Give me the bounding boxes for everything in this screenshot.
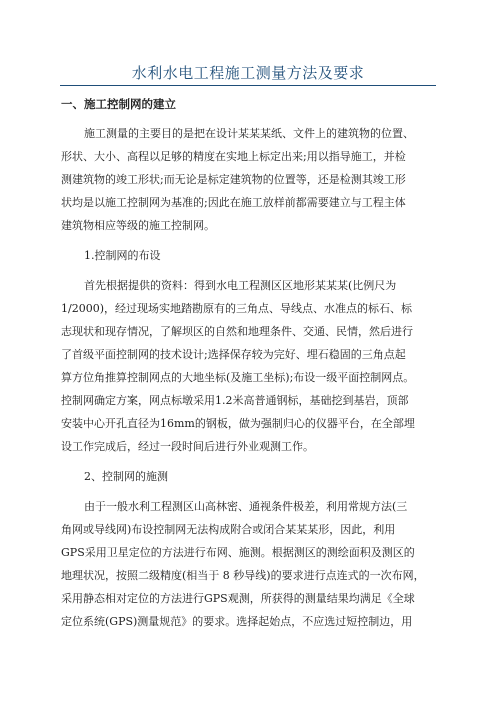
paragraph-line: 施工测量的主要目的是把在设计某某某纸、文件上的建筑物的位置、 (84, 127, 414, 140)
paragraph-line: 采用静态相对定位的方法进行GPS观测，所获得的测量结果均满足《全球 (61, 592, 415, 605)
document-title: 水利水电工程施工测量方法及要求 (131, 64, 365, 82)
paragraph-line: 了首级平面控制网的技术设计;选择保存较为完好、埋石稳固的三角点起 (61, 348, 406, 361)
paragraph-line: 首先根据提供的资料：得到水电工程测区区地形某某某(比例尺为 (84, 279, 397, 292)
paragraph-line: 1/2000)，经过现场实地踏勘原有的三角点、导线点、水准点的标石、标 (61, 302, 412, 315)
subsection-heading-2: 2、控制网的施测 (84, 470, 168, 483)
paragraph-line: 定位系统(GPS)测量规范》的要求。选择起始点，不应选过短控制边，用 (61, 615, 413, 628)
paragraph-line: 安装中心开孔直径为16mm的钢板，做为强制归心的仪器平台，在全部埋 (61, 417, 415, 430)
paragraph-line: 测建筑物的竣工形状;而无论是标定建筑物的位置等，还是检测其竣工形 (61, 173, 406, 186)
paragraph-line: 角网或导线网)布设控制网无法构成附合或闭合某某某形，因此，利用 (61, 523, 396, 536)
paragraph-line: 志现状和现存情况，了解坝区的自然和地理条件、交通、民情，然后进行 (61, 325, 413, 338)
paragraph-line: 控制网确定方案，网点标墩采用1.2米高普通钢标，基础挖到基岩，顶部 (61, 394, 409, 407)
paragraph-line: 算方位角推算控制网点的大地坐标(及施工坐标);布设一级平面控制网点。 (61, 371, 415, 384)
subsection-heading-1: 1.控制网的布设 (84, 249, 161, 262)
paragraph-line: 建筑物相应等级的施工控制网。 (61, 219, 215, 232)
paragraph-line: 由于一般水利工程测区山高林密、通视条件极差，利用常规方法(三 (84, 500, 408, 513)
title-underline (60, 85, 436, 86)
paragraph-line: 形状、大小、高程以足够的精度在实地上标定出来;用以指导施工，并检 (61, 150, 406, 163)
paragraph-line: 状均是以施工控制网为基准的;因此在施工放样前都需要建立与工程主体 (61, 196, 406, 209)
section-heading-1: 一、施工控制网的建立 (61, 97, 176, 111)
paragraph-line: 设工作完成后，经过一段时间后进行外业观测工作。 (61, 440, 314, 453)
paragraph-line: 地理状况，按照二级精度(相当于 8 秒导线)的要求进行点连式的一次布网， (61, 569, 425, 582)
paragraph-line: GPS采用卫星定位的方法进行布网、施测。根据测区的测绘面积及测区的 (61, 546, 415, 559)
